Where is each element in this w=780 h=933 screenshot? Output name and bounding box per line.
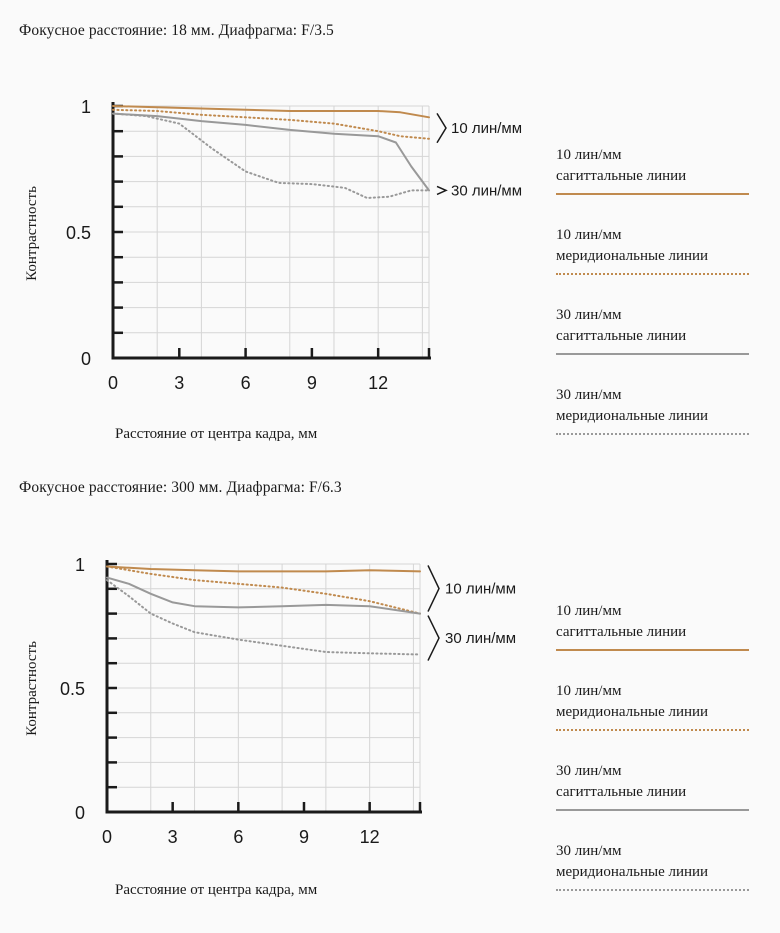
legend-orientation: меридиональные линии xyxy=(556,248,709,264)
legend-swatch xyxy=(556,889,749,891)
bracket-10 xyxy=(428,565,439,611)
chart-1 xyxy=(0,80,560,400)
legend-swatch xyxy=(556,729,749,731)
chart-1-xlabel: Расстояние от центра кадра, мм xyxy=(115,426,318,442)
series-line-3 xyxy=(107,578,420,614)
legend-orientation: меридиональные линии xyxy=(556,408,709,424)
x-tick-label: 6 xyxy=(240,373,251,393)
legend-item xyxy=(556,145,749,187)
legend-frequency: 30 лин/мм xyxy=(556,843,622,859)
legend-orientation: сагиттальные линии xyxy=(556,168,687,184)
legend-item xyxy=(556,225,749,267)
legend-frequency: 30 лин/мм xyxy=(556,307,622,323)
legend-swatch xyxy=(556,809,749,811)
chart-1-title: Фокусное расстояние: 18 мм. Диафрагма: F/3.5 xyxy=(19,22,334,39)
legend-frequency: 10 лин/мм xyxy=(556,683,622,699)
legend-frequency: 30 лин/мм xyxy=(556,387,622,403)
y-tick-label: 1 xyxy=(74,555,85,575)
legend-item xyxy=(556,601,749,643)
grid xyxy=(113,106,429,358)
legend-frequency: 10 лин/мм xyxy=(556,603,622,619)
y-tick-label: 0 xyxy=(80,349,91,369)
chart-2-title: Фокусное расстояние: 300 мм. Диафрагма: F/6.3 xyxy=(19,479,342,496)
chart-2-ylabel: Контрастность xyxy=(23,641,40,736)
x-tick-label: 9 xyxy=(306,373,317,393)
legend-swatch xyxy=(556,433,749,435)
legend-swatch xyxy=(556,273,749,275)
x-tick-label: 12 xyxy=(368,373,389,393)
legend-frequency: 10 лин/мм xyxy=(556,227,622,243)
y-tick-label: 0.5 xyxy=(59,679,85,699)
x-tick-label: 3 xyxy=(167,827,178,847)
legend-orientation: сагиттальные линии xyxy=(556,784,687,800)
x-tick-label: 12 xyxy=(359,827,380,847)
y-tick-label: 1 xyxy=(80,97,91,117)
annotation-10: 10 лин/мм xyxy=(451,120,523,138)
bracket-30 xyxy=(428,616,439,661)
y-tick-label: 0 xyxy=(74,803,85,823)
legend-item xyxy=(556,841,749,883)
bracket-10 xyxy=(437,113,446,142)
annotation-30: 30 лин/мм xyxy=(445,630,517,648)
series-line-1 xyxy=(107,567,420,572)
legend-item xyxy=(556,761,749,803)
legend-orientation: сагиттальные линии xyxy=(556,624,687,640)
legend-item xyxy=(556,681,749,723)
x-tick-label: 0 xyxy=(107,373,119,393)
legend-orientation: меридиональные линии xyxy=(556,864,709,880)
legend-swatch xyxy=(556,353,749,355)
legend-frequency: 30 лин/мм xyxy=(556,763,622,779)
chart-1-ylabel: Контрастность xyxy=(23,186,40,281)
legend-orientation: сагиттальные линии xyxy=(556,328,687,344)
chart-2-xlabel: Расстояние от центра кадра, мм xyxy=(115,882,318,898)
series-line-2 xyxy=(113,110,429,139)
legend-frequency: 10 лин/мм xyxy=(556,147,622,163)
x-tick-label: 6 xyxy=(233,827,244,847)
series-line-4 xyxy=(113,114,429,198)
series-line-3 xyxy=(113,114,429,191)
y-tick-label: 0.5 xyxy=(65,223,91,243)
x-tick-label: 3 xyxy=(174,373,185,393)
x-tick-label: 0 xyxy=(101,827,113,847)
legend-item xyxy=(556,385,749,427)
annotation-10: 10 лин/мм xyxy=(445,580,517,598)
series-line-4 xyxy=(107,580,420,654)
legend-swatch xyxy=(556,193,749,195)
annotation-30: 30 лин/мм xyxy=(451,182,523,200)
legend-swatch xyxy=(556,649,749,651)
x-tick-label: 9 xyxy=(298,827,310,847)
chart-2 xyxy=(0,536,560,856)
legend-orientation: меридиональные линии xyxy=(556,704,709,720)
legend-item xyxy=(556,305,749,347)
bracket-30 xyxy=(437,186,446,194)
